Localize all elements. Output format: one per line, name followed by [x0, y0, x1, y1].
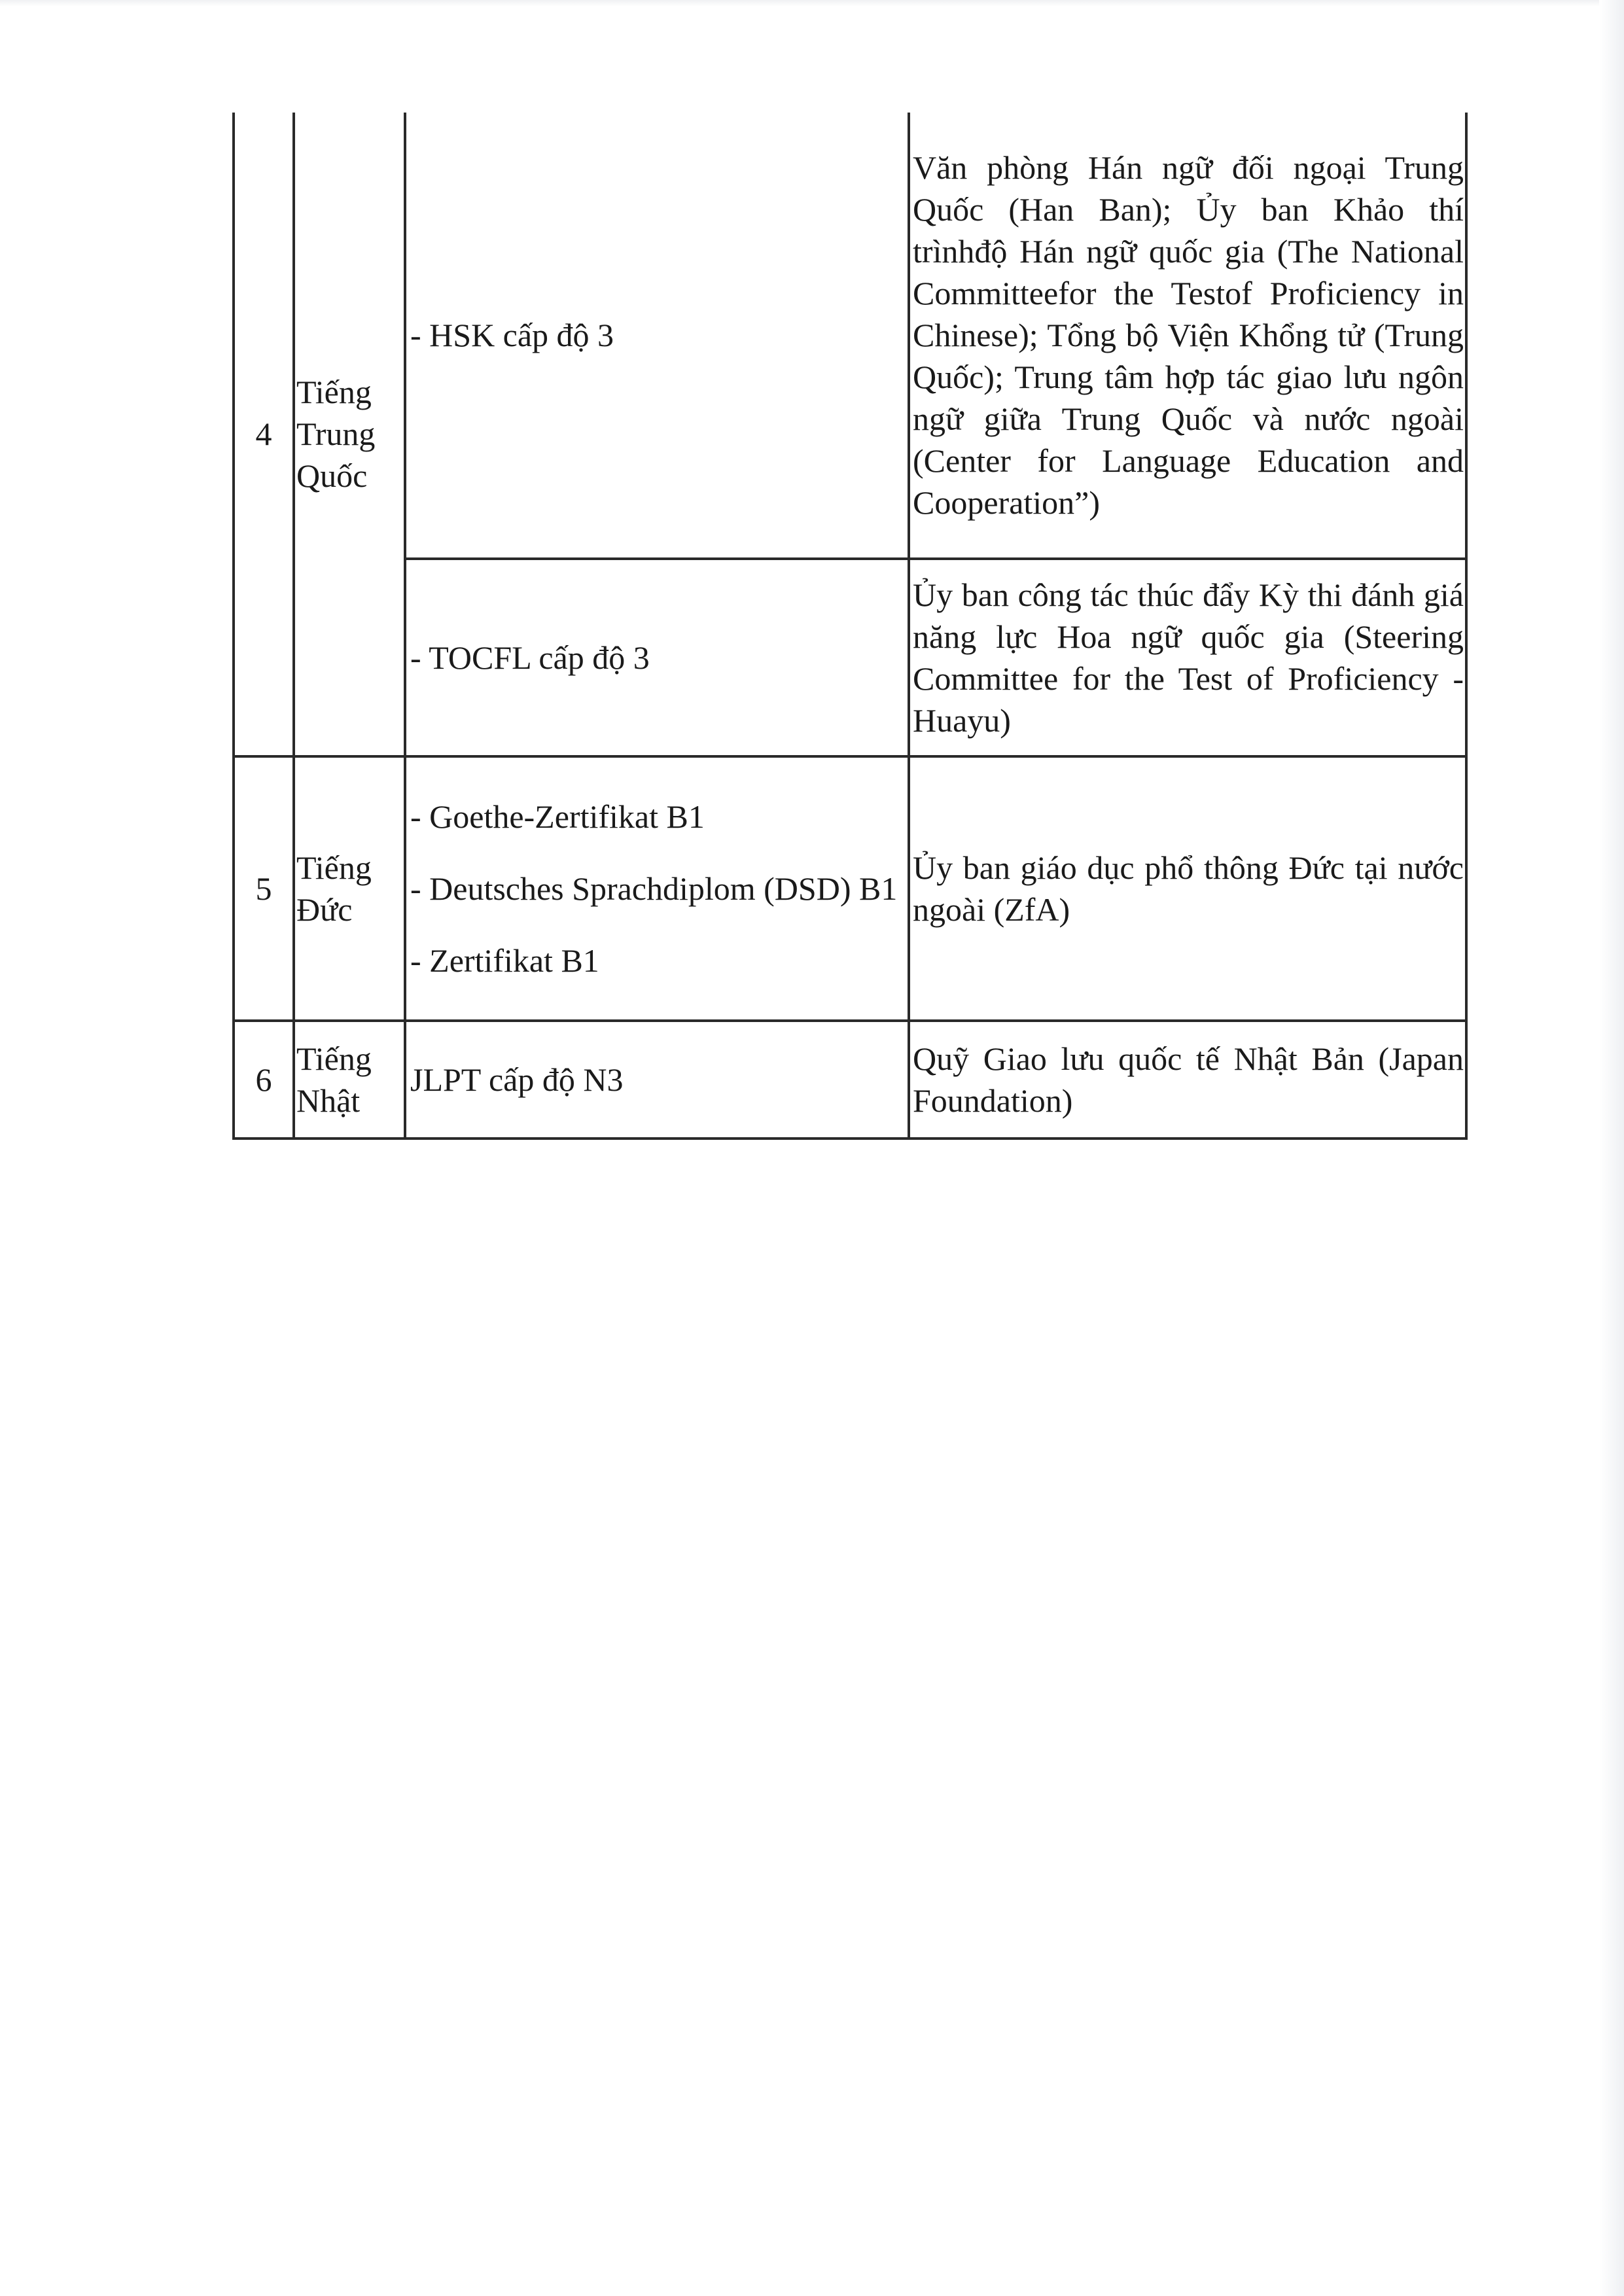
language-cell: Tiếng Đức: [294, 756, 405, 1021]
certificate-item: - Deutsches Sprachdiplom (DSD) B1: [410, 870, 898, 907]
page-top-shadow: [0, 0, 1624, 7]
organization-cell: Ủy ban giáo dục phổ thông Đức tại nước ngoài (ZfA): [909, 756, 1466, 1021]
certificate-cell: JLPT cấp độ N3: [405, 1021, 909, 1139]
page-right-shadow: [1599, 0, 1624, 2296]
language-cell: Tiếng Trung Quốc: [294, 113, 405, 756]
certificate-spacer: [410, 838, 908, 868]
row-number: 6: [234, 1021, 294, 1139]
certificate-list-cell: [405, 756, 909, 1021]
table-row-german: [234, 756, 1466, 1021]
certificate-item: - Zertifikat B1: [410, 942, 599, 979]
certificate-table-container: [232, 113, 1465, 1139]
row-number: 4: [234, 113, 294, 756]
table-row-japanese: [234, 1021, 1466, 1139]
organization-cell: Ủy ban công tác thúc đẩy Kỳ thi đánh giá năng lực Hoa ngữ quốc gia (Steering Committee for the Test of Proficiency - Huayu): [909, 559, 1466, 756]
certificate-cell: - TOCFL cấp độ 3: [405, 559, 909, 756]
certificate-spacer: [410, 910, 908, 940]
certificate-table: [232, 113, 1468, 1140]
organization-cell: Quỹ Giao lưu quốc tế Nhật Bản (Japan Foundation): [909, 1021, 1466, 1139]
certificate-item: - Goethe-Zertifikat B1: [410, 798, 705, 835]
organization-cell: Văn phòng Hán ngữ đối ngoại Trung Quốc (Han Ban); Ủy ban Khảo thí trìnhđộ Hán ngữ quốc gia (The National Committeefor the Testof Proficiency in Chinese); Tổng bộ Viện Khổng tử (Trung Quốc); Trung tâm hợp tác giao lưu ngôn ngữ giữa Trung Quốc và nước ngoài (Center for Language Education and Cooperation”): [909, 113, 1466, 559]
certificate-cell: - HSK cấp độ 3: [405, 113, 909, 559]
table-row-chinese-hsk: [234, 113, 1466, 559]
row-number: 5: [234, 756, 294, 1021]
table-row-chinese-tocfl: [234, 559, 1466, 756]
language-cell: Tiếng Nhật: [294, 1021, 405, 1139]
